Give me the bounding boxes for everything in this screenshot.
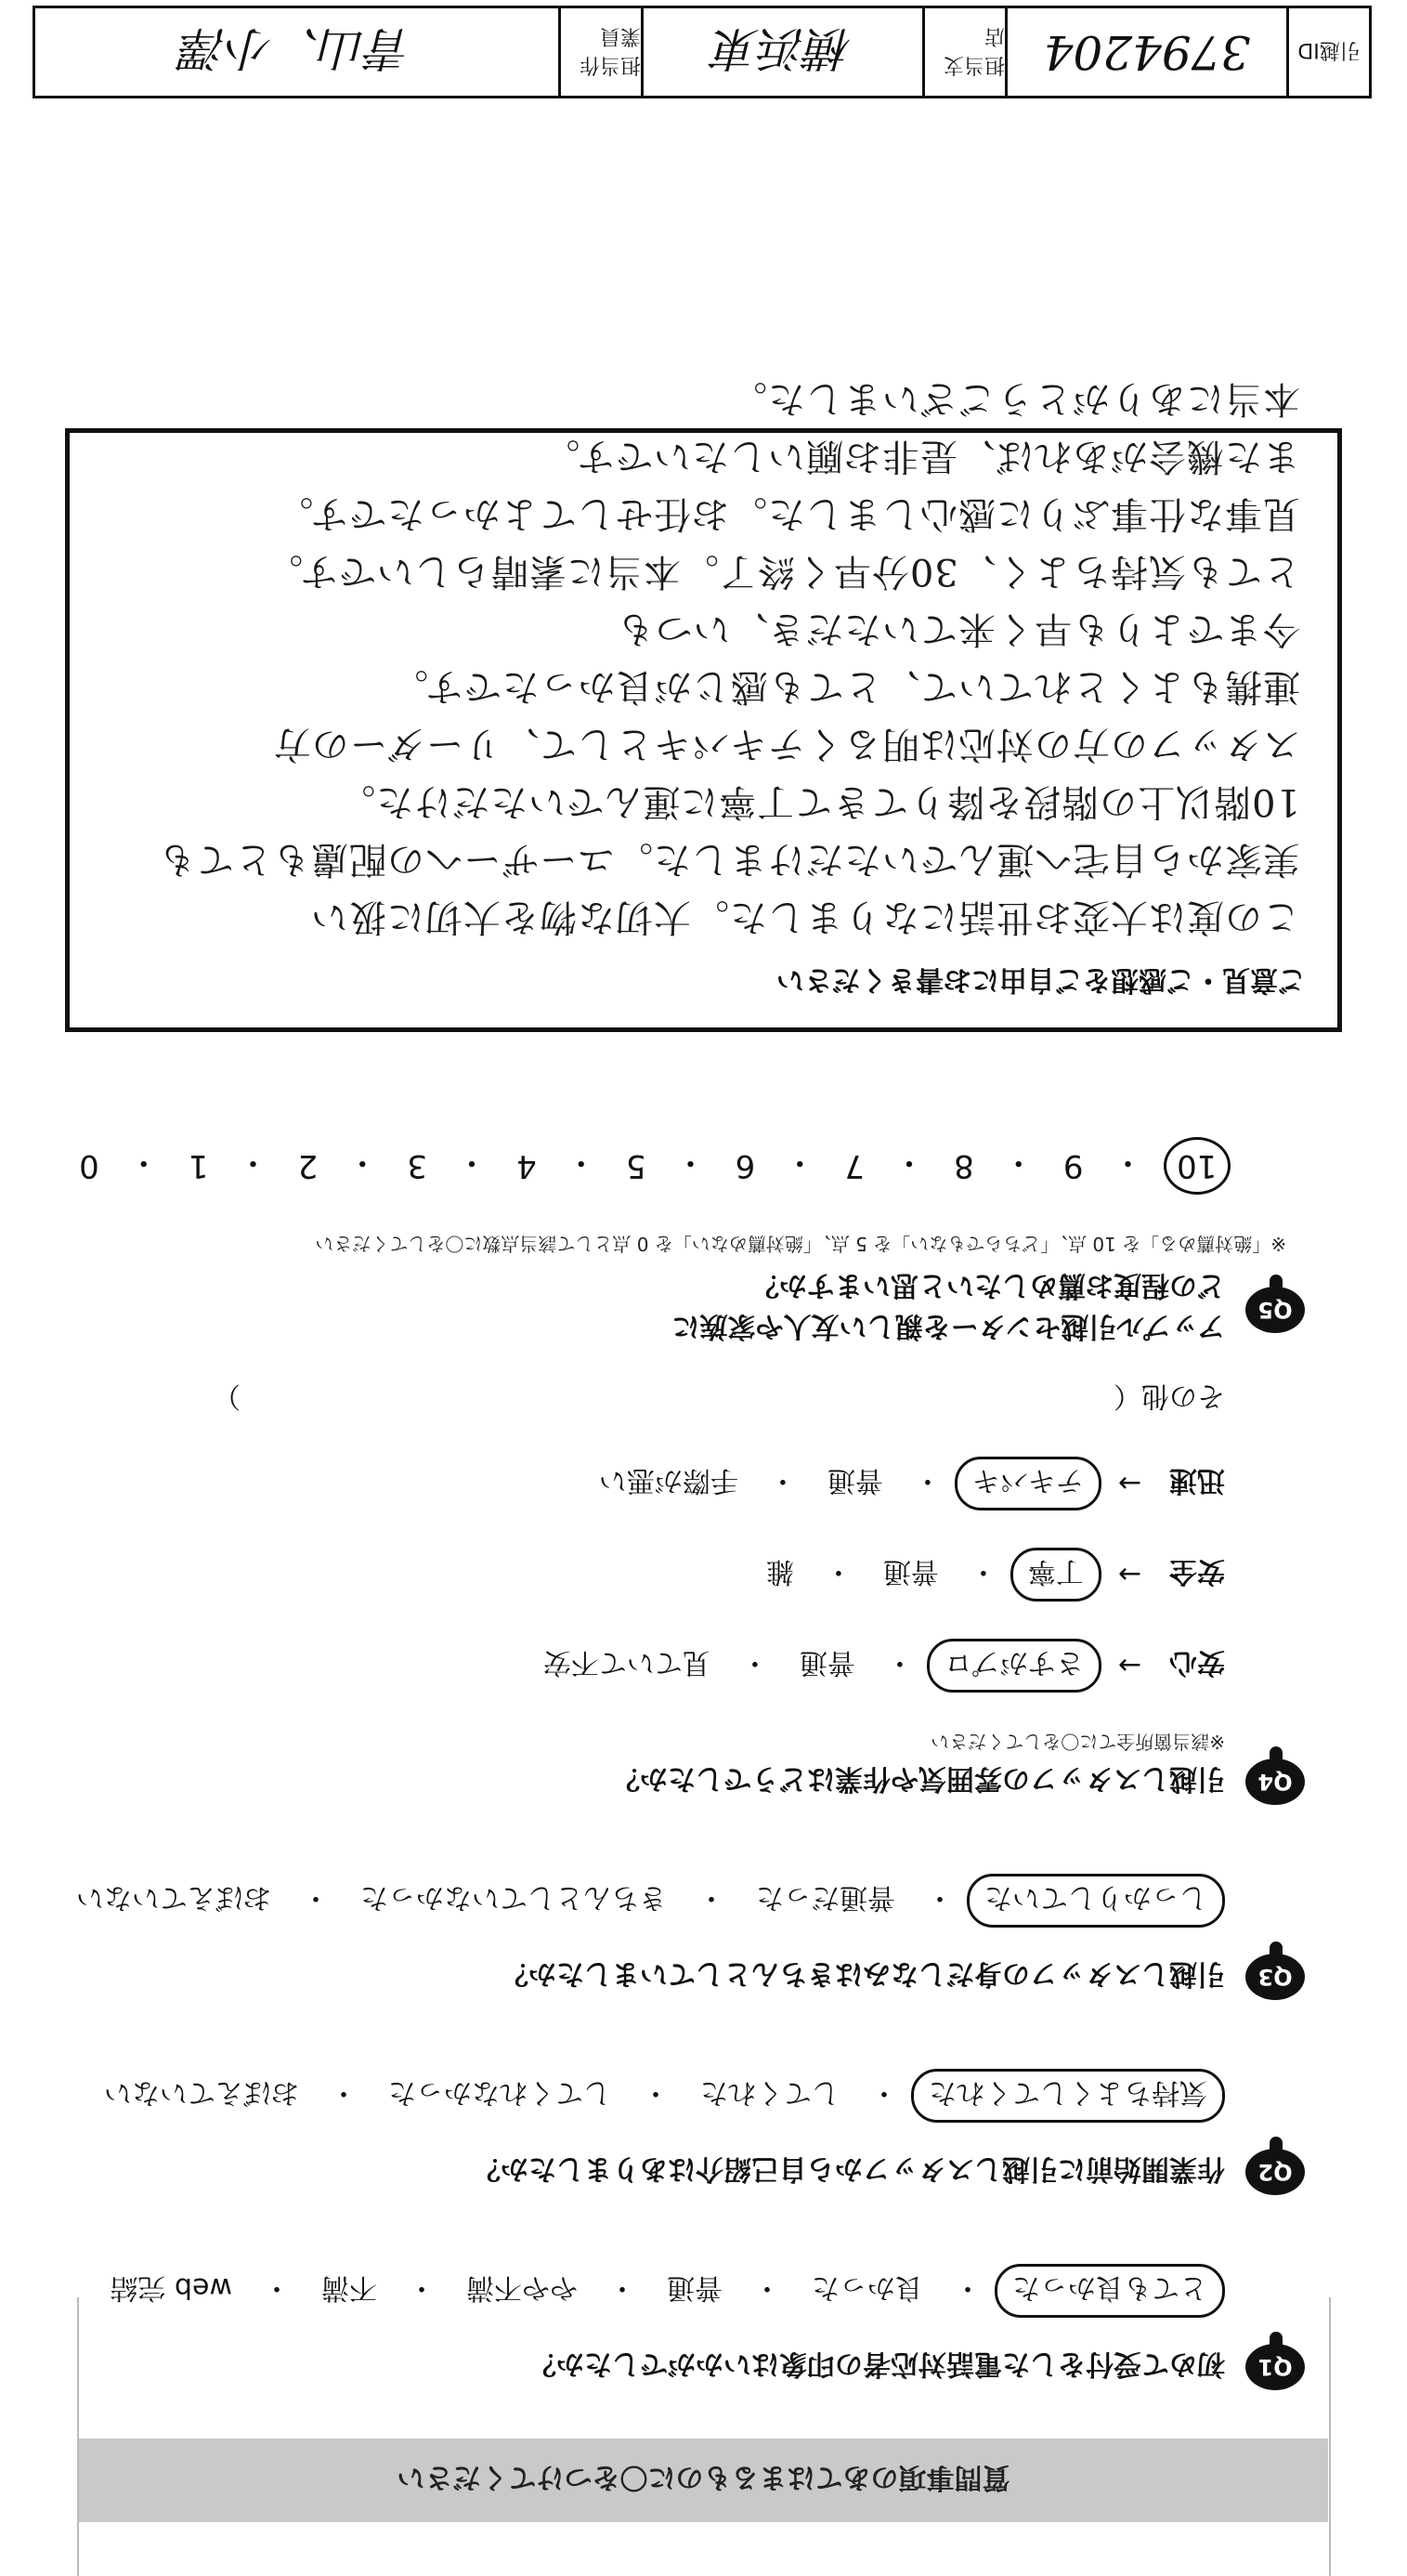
rating-2[interactable]: 2	[297, 1147, 319, 1184]
q1-option-6[interactable]: web 完結	[110, 2271, 232, 2304]
q2-option-1[interactable]: 気持ちよくしてくれた	[911, 2069, 1225, 2123]
q3-option-1[interactable]: しっかりしていた	[967, 1874, 1225, 1928]
id-table	[33, 6, 1372, 98]
q2-option-3[interactable]: してくれなかった	[388, 2076, 611, 2109]
comment-line: この度は大変お世話になりました。大切な物を大切に扱い	[310, 896, 1300, 938]
comment-line: 見事な仕事ぶりに感心しました。お任せしてよかったです。	[275, 492, 1300, 535]
q4-other-close: ）	[213, 1380, 241, 1412]
q5-text-line1: アップル引越センターを親しい友人や家族に	[671, 1310, 1225, 1342]
q5-rating-scale: 10 ・ 9 ・ 8 ・ 7 ・ 6 ・ 5 ・ 4 ・ 3 ・ 2 ・ 1 ・ 0	[70, 1137, 1231, 1195]
q4-other-row	[70, 1379, 1225, 1419]
q4-row-anshin: 安心 → さすがプロ ・ 普通 ・ 見ていて不安	[70, 1639, 1225, 1693]
q4-row-anzen: 安全 → 丁寧 ・ 普通 ・ 雑	[70, 1548, 1225, 1602]
q3-option-3[interactable]: きちんとしていなかった	[360, 1881, 667, 1914]
arrow-icon: →	[1117, 1649, 1141, 1682]
q1-option-1[interactable]: とても良かった	[995, 2264, 1225, 2318]
q4-row-label: 安全	[1169, 1555, 1225, 1588]
q4-anshin-option-3[interactable]: 見ていて不安	[542, 1646, 710, 1679]
branch-value: 横浜東	[641, 8, 922, 96]
q4-anzen-option-1[interactable]: 丁寧	[1010, 1548, 1101, 1602]
arrow-icon: →	[1117, 1467, 1141, 1500]
q4-jinsoku-option-2[interactable]: 普通	[827, 1464, 883, 1497]
q3-badge: Q3	[1245, 1954, 1305, 2000]
arrow-icon: →	[1117, 1558, 1141, 1591]
q4-jinsoku-option-1[interactable]: テキパキ	[955, 1457, 1101, 1510]
q2-option-2[interactable]: してくれた	[700, 2076, 840, 2109]
question-q2	[70, 2069, 1305, 2195]
rating-3[interactable]: 3	[407, 1147, 427, 1184]
q1-option-5[interactable]: 不満	[321, 2271, 377, 2304]
q4-other-label: その他（	[1114, 1380, 1225, 1412]
comment-line: 連携もよくとれていて、とても感じが良かったです。	[390, 665, 1300, 708]
comment-text	[101, 370, 1300, 946]
rating-5[interactable]: 5	[625, 1147, 646, 1184]
rating-4[interactable]: 4	[516, 1147, 537, 1184]
comment-line: 実家から自宅へ運んでいただけました。ユーザーへの配慮もとても	[158, 838, 1300, 881]
rating-0[interactable]: 0	[79, 1147, 99, 1184]
q5-note: ※「絶対薦める」を 10 点、「どちらでもない」を 5 点、「絶対薦めない」を 0 点として該当点数に〇をしてください	[315, 1233, 1286, 1255]
q2-options: 気持ちよくしてくれた ・ してくれた ・ してくれなかった ・ おぼえていない	[70, 2069, 1225, 2123]
q2-badge: Q2	[1245, 2149, 1305, 2195]
question-q5	[70, 1137, 1305, 1350]
rating-8[interactable]: 8	[954, 1147, 974, 1184]
q5-badge: Q5	[1245, 1287, 1305, 1333]
q4-anzen-option-3[interactable]: 雑	[765, 1555, 794, 1588]
rating-9[interactable]: 9	[1062, 1147, 1084, 1184]
staff-value: 青山、小澤	[180, 21, 413, 75]
rating-10[interactable]: 10	[1164, 1137, 1231, 1195]
q3-option-4[interactable]: おぼえていない	[76, 1881, 271, 1914]
q4-row-jinsoku: 迅速 → テキパキ ・ 普通 ・ 手際が悪い	[70, 1457, 1225, 1510]
comment-box[interactable]	[65, 377, 1342, 1032]
q4-text: 引越しスタッフの雰囲気や作業はどうでしたか？	[612, 1762, 1225, 1795]
comment-line: また機会があれば、是非お願いしたいです。	[541, 435, 1300, 477]
q4-jinsoku-option-3[interactable]: 手際が悪い	[598, 1464, 738, 1497]
q1-option-3[interactable]: 普通	[667, 2271, 723, 2304]
rating-7[interactable]: 7	[844, 1147, 865, 1184]
q2-text: 作業開始前に引越しスタッフから自己紹介はありましたか？	[473, 2152, 1225, 2185]
q4-anshin-option-1[interactable]: さすがプロ	[927, 1639, 1101, 1693]
q5-text-line2: どの程度お薦めしたいと思いますか？	[751, 1269, 1225, 1301]
staff-label: 担当作業員	[558, 8, 641, 96]
branch-label: 担当支店	[922, 8, 1005, 96]
q3-option-2[interactable]: 普通だった	[756, 1881, 895, 1914]
q1-options: とても良かった ・ 良かった ・ 普通 ・ やや不満 ・ 不満 ・ web 完結	[70, 2264, 1225, 2318]
question-q1	[70, 2264, 1305, 2390]
question-q3	[70, 1874, 1305, 2000]
question-q4	[70, 1379, 1305, 1805]
q4-row-label: 迅速	[1169, 1464, 1225, 1497]
q1-text: 初めて受付をした電話対応者の印象はいかがでしたか？	[528, 2347, 1225, 2380]
instruction-banner: 質問事項のあてはまるものに〇をつけてください	[79, 2439, 1328, 2522]
q2-option-4[interactable]: おぼえていない	[104, 2076, 299, 2109]
q3-options: しっかりしていた ・ 普通だった ・ きちんとしていなかった ・ おぼえていない	[70, 1874, 1225, 1928]
rating-6[interactable]: 6	[735, 1147, 756, 1184]
comment-line: 本当にありがとうございました。	[729, 377, 1300, 420]
rating-1[interactable]: 1	[188, 1147, 209, 1184]
comment-title: ご意見・ご感想をご自由にお書きください	[776, 963, 1306, 996]
id-label: 引越ID	[1286, 8, 1369, 96]
q4-anzen-option-2[interactable]: 普通	[882, 1555, 939, 1588]
q4-anshin-option-2[interactable]: 普通	[799, 1646, 855, 1679]
q4-note: ※該当箇所全てに〇をしてください	[931, 1731, 1225, 1753]
q1-option-2[interactable]: 良かった	[812, 2271, 923, 2304]
q4-badge: Q4	[1245, 1759, 1305, 1805]
q3-text: 引越しスタッフの身だしなみはきちんとしていましたか？	[501, 1957, 1225, 1990]
q1-option-4[interactable]: やや不満	[466, 2271, 578, 2304]
q1-badge: Q1	[1245, 2344, 1305, 2390]
page-edge-left	[1329, 2297, 1331, 2576]
id-value: 3794204	[1005, 8, 1286, 96]
comment-line: 10階以上の階段を降りてきて丁寧に運んでいただけた。	[337, 780, 1300, 823]
comment-line: 今までよりも早く来ていただき、いつも	[616, 608, 1300, 650]
q4-row-label: 安心	[1169, 1646, 1225, 1679]
comment-line: スタッフの方の対応は明るくテキパキとして、リーダーの方	[272, 723, 1300, 765]
comment-line: とても気持ちよく、30分早く終了。本当に素晴らしいです。	[265, 550, 1300, 593]
